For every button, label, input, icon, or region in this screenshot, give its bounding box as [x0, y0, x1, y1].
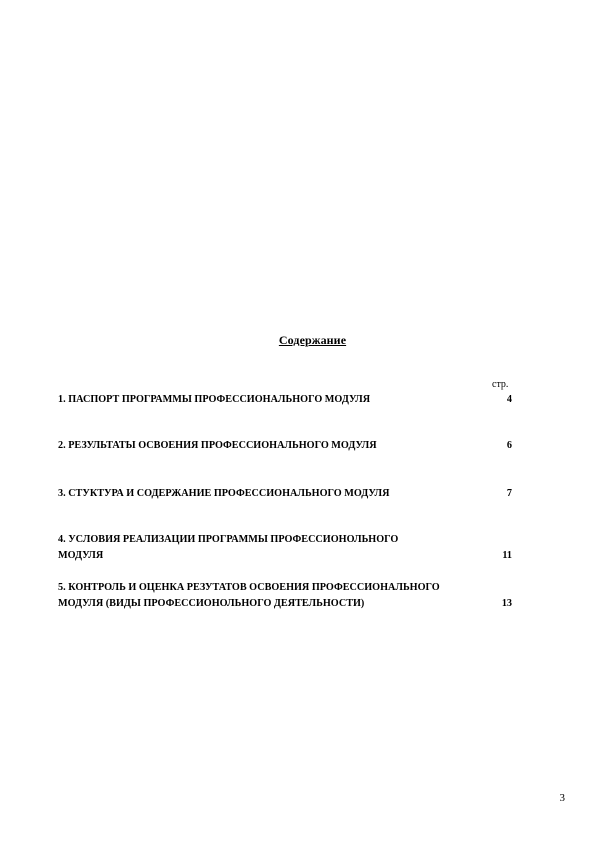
toc-entry	[58, 486, 512, 502]
toc-title: Содержание	[278, 333, 347, 347]
page-number: 3	[559, 792, 565, 804]
toc-entry-text: 4. УСЛОВИЯ РЕАЛИЗАЦИИ ПРОГРАММЫ ПРОФЕССИОНОЛЬНОГО	[58, 534, 399, 545]
toc-entry	[58, 392, 512, 408]
page-column-label: стр.	[492, 379, 509, 390]
toc-entry	[58, 532, 512, 564]
toc-entry-page: 13	[501, 598, 512, 609]
toc-entry-text: 3. СТУКТУРА И СОДЕРЖАНИЕ ПРОФЕССИОНАЛЬНОГО МОДУЛЯ	[58, 488, 390, 499]
toc-entry-text-continued: МОДУЛЯ (ВИДЫ ПРОФЕССИОНОЛЬНОГО ДЕЯТЕЛЬНОСТИ)	[58, 598, 365, 609]
toc-entry-text-continued: МОДУЛЯ	[58, 550, 104, 561]
toc-entry-page: 4	[506, 394, 512, 405]
toc-entry-page: 11	[502, 550, 512, 561]
toc-entry	[58, 438, 512, 454]
toc-entry-page: 7	[506, 488, 512, 499]
toc-entry-text: 2. РЕЗУЛЬТАТЫ ОСВОЕНИЯ ПРОФЕССИОНАЛЬНОГО МОДУЛЯ	[58, 440, 377, 451]
toc-entry	[58, 580, 512, 612]
toc-entry-text: 5. КОНТРОЛЬ И ОЦЕНКА РЕЗУТАТОВ ОСВОЕНИЯ ПРОФЕССИОНАЛЬНОГО	[58, 582, 440, 593]
toc-entry-page: 6	[506, 440, 512, 451]
toc-entry-text: 1. ПАСПОРТ ПРОГРАММЫ ПРОФЕССИОНАЛЬНОГО МОДУЛЯ	[58, 394, 371, 405]
